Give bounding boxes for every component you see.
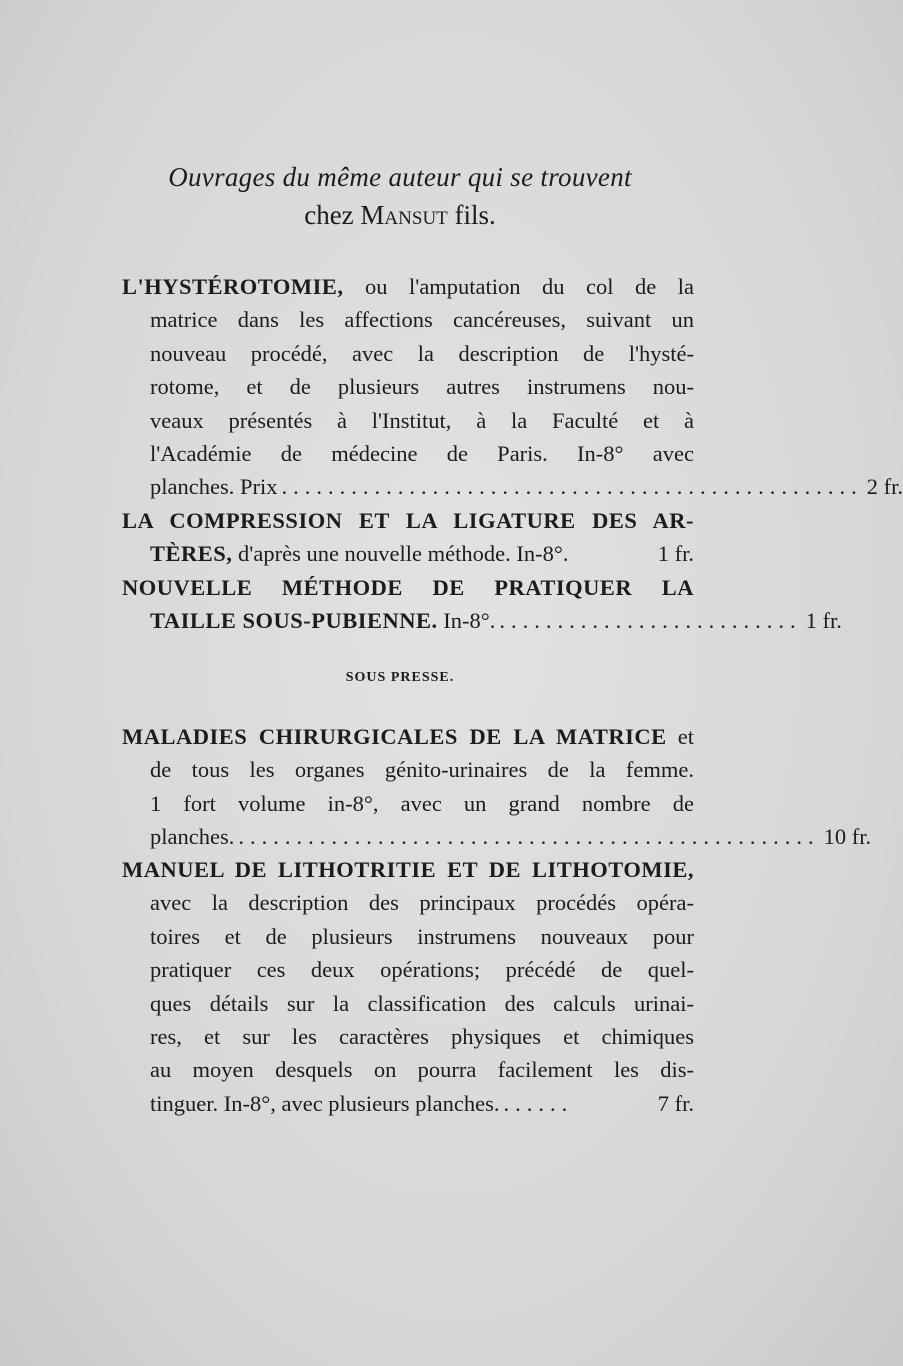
entry-line: matrice dans les affections cancéreuses, suivant un bbox=[150, 307, 694, 333]
entry-price-line: planches. .................................................. 10 fr. bbox=[122, 820, 694, 853]
entry-title: LA COMPRESSION ET LA LIGATURE DES AR- bbox=[122, 508, 694, 533]
header-line-2 bbox=[0, 200, 800, 231]
entry-line: pratiquer ces deux opérations; précédé de quel- bbox=[150, 957, 694, 983]
entry-compression bbox=[122, 504, 694, 571]
price: 10 fr. bbox=[823, 824, 872, 850]
header-line-1: Ouvrages du même auteur qui se trouvent bbox=[168, 162, 632, 192]
entry-maladies bbox=[122, 720, 872, 854]
entry-price-line: planches. Prix .................................................. 2 fr. bbox=[122, 470, 694, 503]
entry-nouvelle-methode bbox=[122, 571, 842, 638]
entry-line: de tous les organes génito-urinaires de la femme. bbox=[150, 757, 694, 783]
entry-price-line: tinguer. In-8°, avec plusieurs planches. ...... 7 fr. bbox=[122, 1087, 694, 1120]
entry-line: 1 fort volume in-8°, avec un grand nombre de bbox=[150, 790, 694, 816]
entry-price-line: TÈRES, d'après une nouvelle méthode. In-8°. 1 fr. bbox=[122, 537, 694, 570]
publisher-name: Mansut bbox=[360, 200, 448, 230]
leader-dots: .................................................. bbox=[238, 824, 820, 850]
entry-hysterotomie bbox=[122, 270, 903, 504]
entry-line: rotome, et de plusieurs autres instrumens nou- bbox=[150, 374, 694, 400]
section-heading-sous-presse: SOUS PRESSE. bbox=[345, 670, 455, 685]
entry-line: veaux présentés à l'Institut, à la Faculté et à bbox=[150, 407, 694, 433]
entry-price-line: TAILLE SOUS-PUBIENNE. In-8°. .......................... 1 fr. bbox=[122, 604, 694, 637]
leader-dots: ...... bbox=[503, 1090, 574, 1116]
entry-line: MALADIES CHIRURGICALES DE LA MATRICE et bbox=[122, 724, 694, 749]
entry-manuel bbox=[122, 853, 694, 1120]
price: 2 fr. bbox=[866, 474, 903, 500]
entry-line: au moyen desquels on pourra facilement les dis- bbox=[150, 1057, 694, 1083]
entry-line: ques détails sur la classification des calculs urinai- bbox=[150, 990, 694, 1016]
entry-title: L'HYSTÉROTOMIE, bbox=[122, 274, 344, 299]
entry-line: l'Académie de médecine de Paris. In-8° avec bbox=[150, 441, 694, 467]
entry-line: avec la description des principaux procédés opéra- bbox=[150, 890, 694, 916]
price: 7 fr. bbox=[657, 1090, 694, 1116]
entry-line: res, et sur les caractères physiques et chimiques bbox=[150, 1024, 694, 1050]
entry-title: MANUEL DE LITHOTRITIE ET DE LITHOTOMIE, bbox=[122, 857, 694, 882]
leader-dots: .......................... bbox=[499, 608, 802, 634]
header-prefix: chez bbox=[304, 200, 361, 230]
price: 1 fr. bbox=[805, 608, 842, 634]
entry-line: toires et de plusieurs instrumens nouveaux pour bbox=[150, 923, 694, 949]
entry-line: L'HYSTÉROTOMIE, ou l'amputation du col de la bbox=[122, 274, 694, 299]
price: 1 fr. bbox=[657, 541, 694, 567]
entry-title: MALADIES CHIRURGICALES DE LA MATRICE bbox=[122, 724, 667, 749]
entry-title: NOUVELLE MÉTHODE DE PRATIQUER LA bbox=[122, 575, 694, 600]
header-suffix: fils. bbox=[447, 200, 496, 230]
leader-dots: .................................................. bbox=[281, 474, 863, 500]
entry-line: nouveau procédé, avec la description de l'hysté- bbox=[150, 340, 694, 366]
